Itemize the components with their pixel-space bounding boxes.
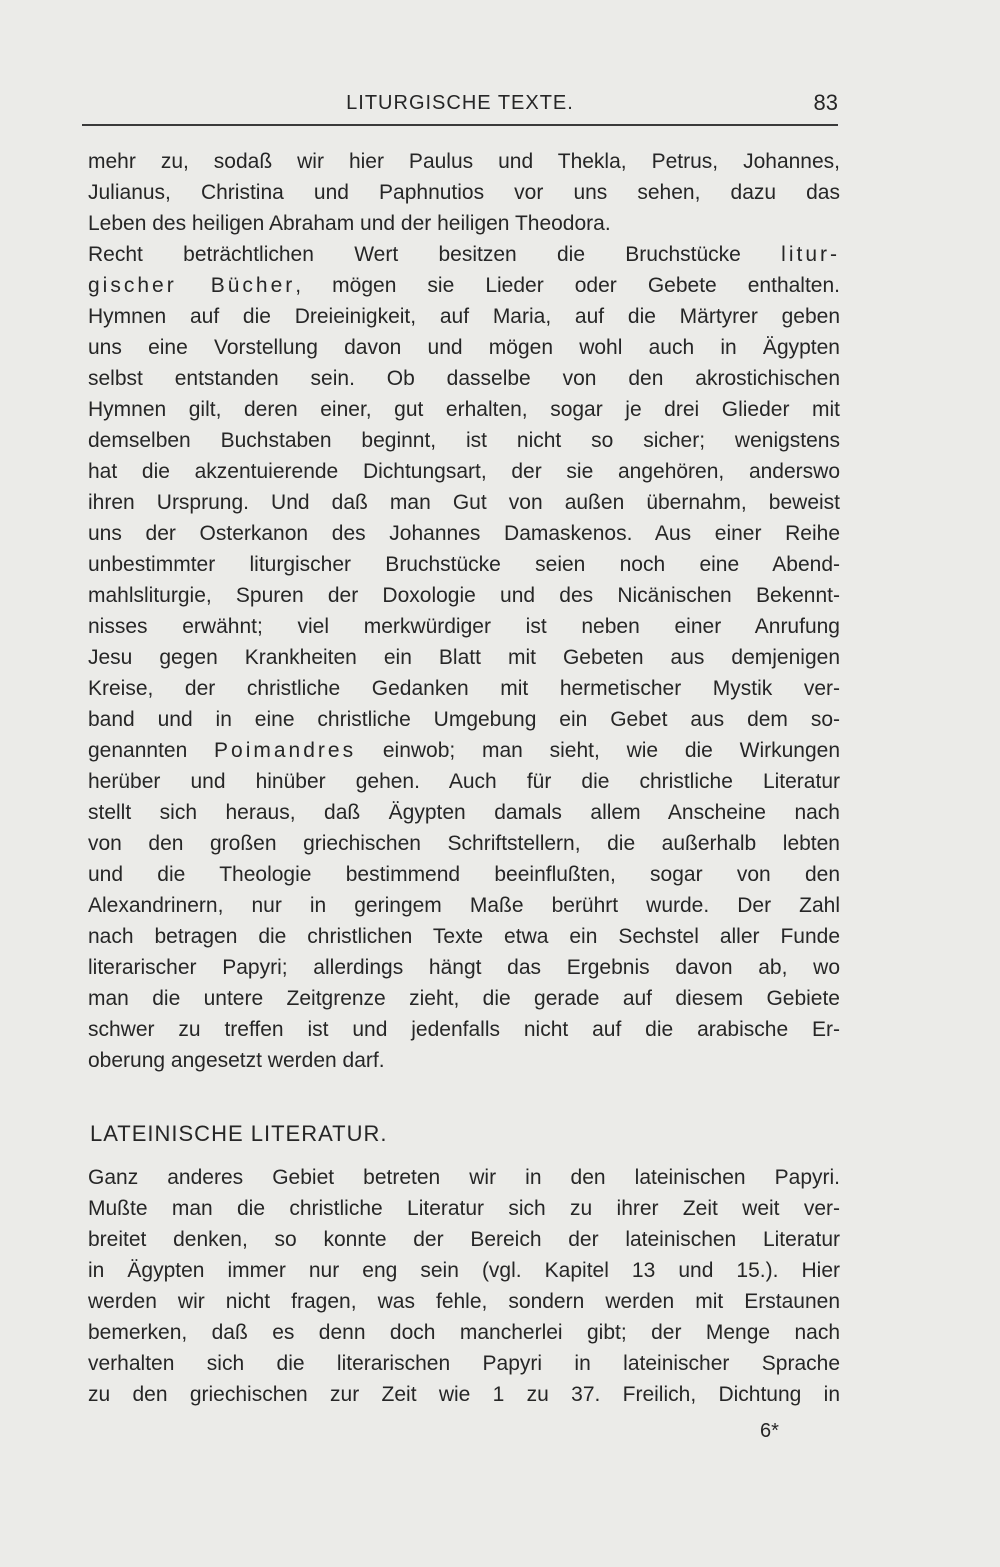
text-line: in Ägypten immer nur eng sein (vgl. Kapitel 13 und 15.). Hier [88,1259,840,1282]
section-heading: LATEINISCHE LITERATUR. [90,1121,388,1146]
text-line: zu den griechischen zur Zeit wie 1 zu 37. Freilich, Dichtung in [88,1383,840,1406]
text-line: literarischer Papyri; allerdings hängt das Ergebnis davon ab, wo [88,956,840,979]
text-fragment: genannten [88,739,215,762]
text-line: Hymnen gilt, deren einer, gut erhalten, sogar je drei Glieder mit [88,398,840,421]
text-line: band und in eine christliche Umgebung ein Gebet aus dem so- [88,708,840,731]
text-line [88,270,840,301]
text-line: Jesu gegen Krankheiten ein Blatt mit Gebeten aus demjenigen [88,646,840,669]
text-fragment: einwob; man sieht, wie die Wirkungen [356,739,840,762]
text-line: demselben Buchstaben beginnt, ist nicht so sicher; wenigstens [88,429,840,452]
spaced-word: Poimandres [214,739,357,762]
text-line: bemerken, daß es denn doch mancherlei gibt; der Menge nach [88,1321,840,1344]
text-line: ihren Ursprung. Und daß man Gut von außen übernahm, beweist [88,491,840,514]
text-line: Leben des heiligen Abraham und der heiligen Theodora. [88,212,611,235]
text-line: Ganz anderes Gebiet betreten wir in den lateinischen Papyri. [88,1166,840,1189]
spaced-word: gischer [88,274,211,297]
text-line: Hymnen auf die Dreieinigkeit, auf Maria, auf die Märtyrer geben [88,305,840,328]
text-line: mahlsliturgie, Spuren der Doxologie und des Nicänischen Bekennt- [88,584,840,607]
text-line: Julianus, Christina und Paphnutios vor uns sehen, dazu das [88,181,840,204]
text-line: hat die akzentuierende Dichtungsart, der sie angehören, anderswo [88,460,840,483]
text-line [88,239,840,270]
text-line: von den großen griechischen Schriftstellern, die außerhalb lebten [88,832,840,855]
text-line: Kreise, der christliche Gedanken mit hermetischer Mystik ver- [88,677,840,700]
running-title: LITURGISCHE TEXTE. [346,92,574,114]
text-line: unbestimmter liturgischer Bruchstücke seien noch eine Abend- [88,553,840,576]
text-line: nach betragen die christlichen Texte etwa ein Sechstel aller Funde [88,925,840,948]
text-fragment: Recht beträchtlichen Wert besitzen die Bruchstücke [88,243,782,266]
text-line: uns der Osterkanon des Johannes Damaskenos. Aus einer Reihe [88,522,840,545]
text-line: uns eine Vorstellung davon und mögen wohl auch in Ägypten [88,336,840,359]
text-line: breitet denken, so konnte der Bereich der lateinischen Literatur [88,1228,840,1251]
text-line: Mußte man die christliche Literatur sich zu ihrer Zeit weit ver- [88,1197,840,1220]
spaced-word: Bücher [210,274,296,297]
text-line: man die untere Zeitgrenze zieht, die gerade auf diesem Gebiete [88,987,840,1010]
text-line: herüber und hinüber gehen. Auch für die christliche Literatur [88,770,840,793]
text-fragment: , mögen sie Lieder oder Gebete enthalten. [295,274,840,297]
spaced-word: litur- [781,243,840,266]
text-line: mehr zu, sodaß wir hier Paulus und Thekla, Petrus, Johannes, [88,150,840,173]
text-line: nisses erwähnt; viel merkwürdiger ist neben einer Anrufung [88,615,840,638]
text-line: oberung angesetzt werden darf. [88,1049,385,1072]
paragraph-christian-literature [88,146,840,1076]
paragraph-latin-literature [88,1162,840,1410]
text-line: schwer zu treffen ist und jedenfalls nicht auf die arabische Er- [88,1018,840,1041]
signature-mark: 6* [760,1420,779,1442]
text-line: und die Theologie bestimmend beeinflußten, sogar von den [88,863,840,886]
text-line [88,735,840,766]
text-line: stellt sich heraus, daß Ägypten damals allem Anscheine nach [88,801,840,824]
text-line: werden wir nicht fragen, was fehle, sondern werden mit Erstaunen [88,1290,840,1313]
text-line: Alexandrinern, nur in geringem Maße berührt wurde. Der Zahl [88,894,840,917]
text-line: verhalten sich die literarischen Papyri in lateinischer Sprache [88,1352,840,1375]
page-number: 83 [813,90,838,115]
running-header [82,90,838,126]
text-line: selbst entstanden sein. Ob dasselbe von den akrostichischen [88,367,840,390]
